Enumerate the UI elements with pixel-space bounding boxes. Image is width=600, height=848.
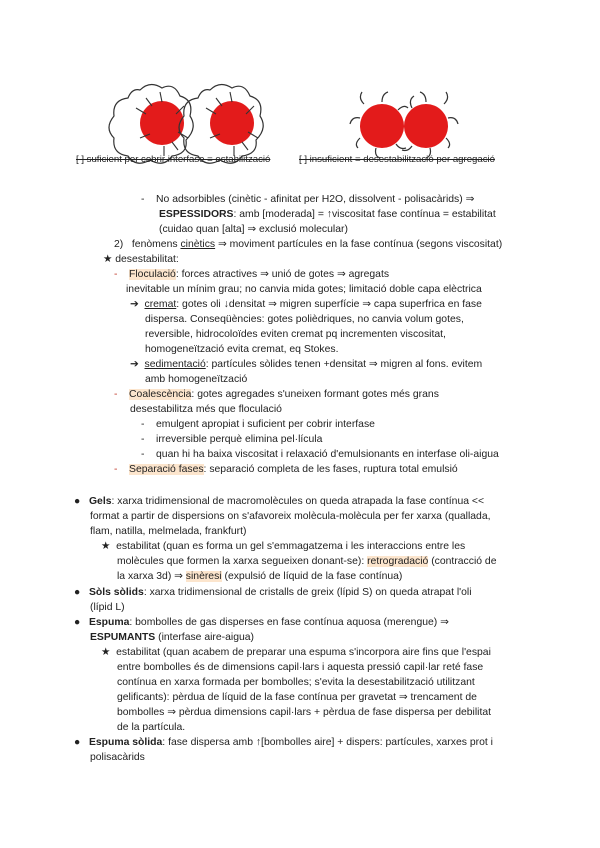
line-text: desestabilitza més que floculació (130, 404, 282, 415)
line-sols-solids (74, 586, 472, 599)
line-coalescencia (114, 388, 439, 401)
line-emulgent (141, 418, 375, 431)
line-cremat (130, 298, 482, 311)
line-format-dispersions (90, 510, 490, 523)
line-espessidors (159, 208, 496, 221)
line-separacio-fases (114, 463, 458, 476)
line-irreversible (141, 433, 322, 446)
line-text: contínua en xarxa formada per bombolles; s'evita la desestabilització utilitzant (117, 677, 475, 688)
bold-term: Gels (88, 496, 112, 507)
line-no-adsorbibles (141, 193, 474, 206)
line-xarxa-bombolles (117, 676, 475, 689)
droplet-right-2 (402, 92, 458, 158)
line-text: (interfase aire-aigua) (155, 632, 255, 643)
line-text: : xarxa tridimensional de macromolècules on queda atrapada la fase contínua << (111, 496, 485, 507)
dash-marker: - (141, 434, 145, 445)
line-espumants (90, 631, 254, 644)
line-reversible (145, 328, 446, 341)
line-text: : xarxa tridimensional de cristalls de greix (lípid S) on queda atrapat l'oli (143, 587, 472, 598)
line-gelificants (117, 691, 477, 704)
line-baixa-viscositat (141, 448, 499, 461)
line-inevitable (126, 283, 482, 296)
dash-marker: - (141, 419, 145, 430)
arrow-bullet: ➔ (130, 359, 139, 370)
line-text: format a partir de dispersions on s'afavoreix molècula-molècula per fer xarxa (quallada, (90, 511, 491, 522)
line-text: bombolles ⇒ pèrdua dimensions capil·lars + pèrdua de fase dispersa per debilitat (117, 707, 492, 718)
line-espuma-solida (74, 736, 493, 749)
line-text: No adsorbibles (cinètic - afinitat per H2O, dissolvent - polisacàrids) ⇒ (156, 194, 475, 205)
dash-marker: - (114, 389, 118, 400)
line-fenomens-cinetics (114, 238, 502, 251)
highlighted-term: Floculació (129, 269, 176, 280)
line-text: (lípid L) (90, 602, 125, 613)
line-text: molècules que formen la xarxa segueixen donant-se): (117, 556, 368, 567)
highlighted-term: Separació fases (129, 464, 204, 475)
line-text: emulgent apropiat i suficient per cobrir interfase (156, 419, 375, 430)
line-espuma-estabilitat (101, 646, 491, 659)
line-text: estabilitat (quan es forma un gel s'emmagatzema i les interaccions entre les (116, 541, 466, 552)
line-text: reversible, hidrocoloïdes eviten cremat pq incrementen viscositat, (145, 329, 446, 340)
dash-marker: - (141, 194, 145, 205)
line-lipid-l (90, 601, 125, 614)
underlined-term: cremat (144, 299, 177, 310)
droplet-right-1 (350, 92, 408, 158)
line-text: estabilitat (quan acabem de preparar una espuma s'incorpora aire fins que l'espai (116, 647, 491, 658)
line-polisacarids (90, 751, 145, 764)
line-text: : partícules sòlides tenen +densitat ⇒ migren al fons. evitem (205, 359, 483, 370)
droplet-left-1 (109, 84, 193, 163)
line-text: : forces atractives ⇒ unió de gotes ⇒ agregats (175, 269, 390, 280)
star-bullet: ★ (101, 647, 111, 658)
line-text: inevitable un mínim grau; no canvia mida gotes; limitació doble capa elèctrica (126, 284, 482, 295)
line-particula (117, 721, 185, 734)
highlighted-term: sinèresi (185, 571, 222, 582)
line-text: flam, natilla, melmelada, frankfurt) (90, 526, 247, 537)
caption-stabilization: [ ] suficient per cobrir interfase = estabilització (76, 154, 271, 165)
arrow-bullet: ➔ (130, 299, 139, 310)
line-text: polisacàrids (90, 752, 145, 763)
line-perdua-dimensions (117, 706, 491, 719)
line-floculacio (114, 268, 389, 281)
line-text: (expulsió de líquid de la fase contínua) (221, 571, 403, 582)
line-amb-homogeneitzacio (145, 373, 247, 386)
line-cuidao (159, 223, 348, 236)
line-text: : fase dispersa amb ↑[bombolles aire] + dispers: partícules, xarxes prot i (162, 737, 493, 748)
caption-destabilization: [ ] insuficient = desestabilització per agregació (299, 154, 495, 165)
line-dispersa (145, 313, 464, 326)
line-gels (74, 495, 484, 508)
line-text: : bombolles de gas disperses en fase contínua aquosa (merengue) ⇒ (129, 617, 449, 628)
bold-term: Espuma (88, 617, 130, 628)
line-text: la xarxa 3d) ⇒ (117, 571, 186, 582)
star-bullet: ★ (103, 254, 113, 265)
round-bullet: ● (74, 737, 81, 748)
star-bullet: ★ (101, 541, 111, 552)
line-sedimentacio (130, 358, 482, 371)
underlined-term: cinètics (180, 239, 216, 250)
line-text: (contracció de (428, 556, 497, 567)
line-flam (90, 525, 247, 538)
line-text: de la partícula. (117, 722, 186, 733)
round-bullet: ● (74, 496, 81, 507)
line-desestabilitza (130, 403, 282, 416)
line-text: ⇒ moviment partícules en la fase contínua (segons viscositat) (215, 239, 503, 250)
round-bullet: ● (74, 617, 81, 628)
line-text: desestabilitat: (115, 254, 179, 265)
highlighted-term: Coalescència (129, 389, 192, 400)
line-text: (cuidao quan [alta] ⇒ exclusió molecular) (159, 224, 348, 235)
dash-marker: - (114, 464, 118, 475)
stabilized-droplet-pair (109, 84, 263, 163)
highlighted-term: retrogradació (367, 556, 429, 567)
destabilized-droplet-pair (350, 92, 458, 158)
line-text: : amb [moderada] = ↑viscositat fase contínua = estabilitat (233, 209, 496, 220)
bold-term: Sòls sòlids (88, 587, 144, 598)
line-text: : gotes oli ↓densitat ⇒ migren superfície ⇒ capa superfrica en fase (176, 299, 482, 310)
line-sineresi (117, 570, 402, 583)
line-text: fenòmens (131, 239, 181, 250)
line-text: irreversible perquè elimina pel·lícula (156, 434, 323, 445)
line-retrogradacio (117, 555, 496, 568)
line-text: amb homogeneïtzació (145, 374, 248, 385)
line-text: quan hi ha baixa viscositat i relaxació d'emulsionants en interfase oli-aigua (156, 449, 499, 460)
underlined-term: sedimentació (144, 359, 206, 370)
line-espuma (74, 616, 449, 629)
line-text: : gotes agregades s'uneixen formant gotes més grans (191, 389, 439, 400)
line-bombolles-capillars (117, 661, 483, 674)
line-text: : separació completa de les fases, ruptura total emulsió (203, 464, 458, 475)
dash-marker: - (141, 449, 145, 460)
line-gel-estabilitat (101, 540, 465, 553)
round-bullet: ● (74, 587, 81, 598)
line-desestabilitat (103, 253, 179, 266)
line-text: homogeneïtzació evita cremat, eq Stokes. (145, 344, 339, 355)
droplet-left-2 (179, 84, 263, 163)
dash-marker: - (114, 269, 118, 280)
line-text: dispersa. Conseqüències: gotes polièdriques, no canvia volum gotes, (145, 314, 464, 325)
bold-term: ESPESSIDORS (159, 209, 234, 220)
line-text: entre bombolles és de dimensions capil·lars i aquesta pressió capil·lar reté fase (117, 662, 484, 673)
list-number: 2) (114, 239, 124, 250)
line-text: gelificants): pèrdua de líquid de la fase contínua per gravetat ⇒ trencament de (117, 692, 477, 703)
bold-term: ESPUMANTS (90, 632, 156, 643)
bold-term: Espuma sòlida (88, 737, 163, 748)
line-homogeneitzacio (145, 343, 339, 356)
